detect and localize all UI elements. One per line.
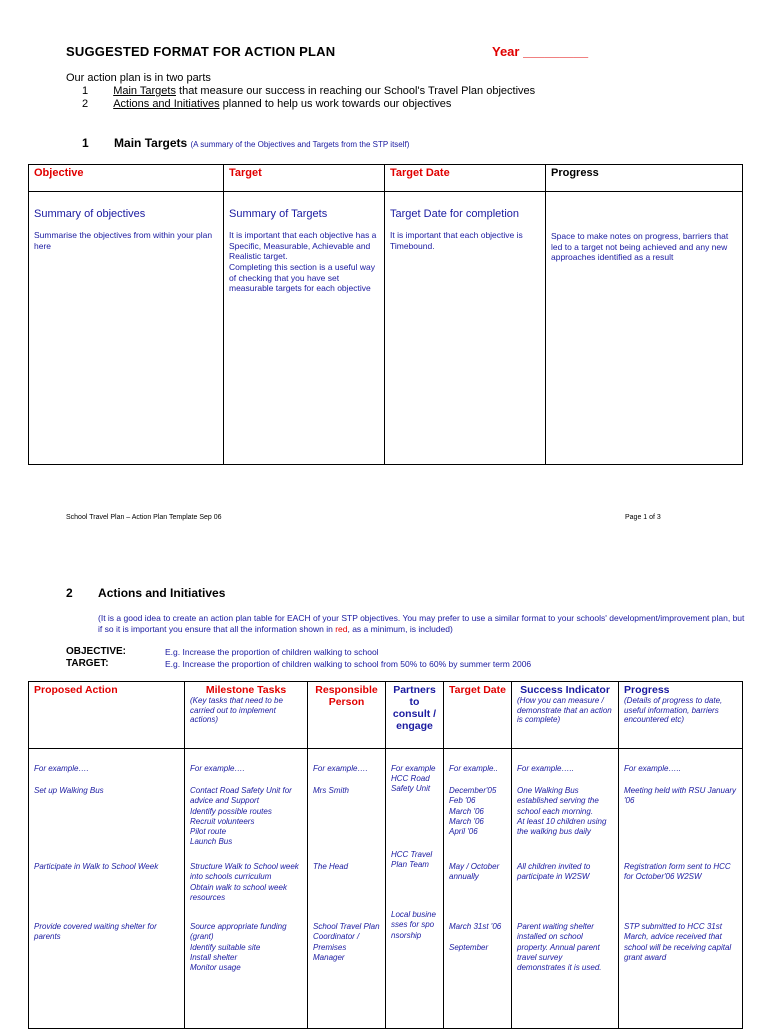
target-value: E.g. Increase the proportion of children walking to school from 50% to 60% by summer term 2006 [165, 659, 532, 669]
progress-cell [546, 192, 743, 465]
list-item: HCC Travel Plan Team [391, 850, 433, 870]
objective-value: E.g. Increase the proportion of children walking to school [165, 647, 379, 657]
list-item: For example [391, 764, 436, 773]
header-target-date [444, 682, 512, 749]
note-red-word: red [335, 624, 348, 635]
objective-label: OBJECTIVE: [66, 646, 127, 657]
section2-heading [66, 586, 225, 600]
header-success-indicator [512, 682, 619, 749]
actions-table [28, 681, 743, 1029]
page-title: SUGGESTED FORMAT FOR ACTION PLAN [66, 44, 336, 59]
section1-subtitle: (A summary of the Objectives and Targets from the STP itself) [190, 140, 410, 149]
list-item: For example…. [34, 764, 89, 773]
header-milestone-tasks [185, 682, 308, 749]
target-cell [224, 192, 385, 465]
section1-heading [82, 136, 409, 150]
header-progress: Progress [546, 165, 743, 192]
objective-cell [29, 192, 224, 465]
list-item: For example….. [517, 764, 574, 773]
list-item: Registration form sent to HCC for October'06 W2SW [624, 862, 731, 882]
list-item: Participate in Walk to School Week [34, 862, 159, 872]
objective-summary: Summary of objectives [34, 208, 146, 220]
header-target-date: Target Date [385, 165, 546, 192]
page-number: Page 1 of 3 [625, 514, 661, 521]
header-objective: Objective [29, 165, 224, 192]
objective-note: Summarise the objectives from within your plan here [34, 230, 213, 251]
list-item: HCC Road Safety Unit [391, 774, 431, 794]
list-item: Parent waiting shelter installed on school property. Annual parent travel survey demonstrates it is used. [517, 922, 602, 973]
col-proposed-action [29, 749, 185, 1029]
section1-number: 1 [82, 136, 89, 150]
table-row [29, 749, 743, 1029]
header-responsible-person [308, 682, 386, 749]
note-text: (It is a good idea to create an action plan table for EACH of your STP objectives. You may prefer to use a similar format to your schools' development/improvement plan, but if so it is important you ensure that all the information shown in [98, 613, 745, 635]
header-title: Partners to consult / engage [392, 684, 437, 732]
list-item: School Travel Plan Coordinator / Premises Manager [313, 922, 380, 962]
header-progress [619, 682, 743, 749]
list-item: All children invited to participate in W2SW [517, 862, 591, 882]
table-row [29, 192, 743, 465]
intro-item-link: Actions and Initiatives [113, 98, 220, 110]
target-date-note: It is important that each objective is Timebound. [390, 230, 523, 251]
intro-item-2 [82, 98, 451, 110]
target-label: TARGET: [66, 658, 109, 669]
list-item: For example….. [624, 764, 681, 773]
section1-title: Main Targets [114, 136, 188, 150]
year-field: Year _________ [492, 44, 589, 59]
intro-lead: Our action plan is in two parts [66, 72, 211, 84]
footer-left: School Travel Plan – Action Plan Template Sep 06 [66, 514, 222, 521]
intro-item-text: that measure our success in reaching our School's Travel Plan objectives [175, 85, 536, 97]
section2-number: 2 [66, 586, 73, 600]
list-item: Provide covered waiting shelter for parents [34, 922, 157, 942]
target-date-cell [385, 192, 546, 465]
list-item: Contact Road Safety Unit for advice and Support Identify possible routes Recruit volunteers Pilot route Launch Bus [190, 786, 292, 847]
intro-item-1 [82, 85, 535, 97]
list-item: Structure Walk to School week into schools curriculum Obtain walk to school week resources [190, 862, 299, 902]
section2-note [98, 613, 748, 636]
header-subtitle: (How you can measure / demonstrate that an action is complete) [517, 696, 612, 725]
list-item: Mrs Smith [313, 786, 349, 796]
list-item: Source appropriate funding (grant) Identify suitable site Install shelter Monitor usage [190, 922, 287, 973]
list-item: For example.. [449, 764, 498, 773]
progress-summary [551, 208, 737, 221]
section2-title: Actions and Initiatives [98, 586, 226, 600]
col-partners [386, 749, 444, 1029]
header-title: Proposed Action [34, 684, 118, 696]
table-header-row [29, 682, 743, 749]
target-note: It is important that each objective has a Specific, Measurable, Achievable and Realistic target. Completing this section is a useful way of checking that you have set measurable targets for each objective [229, 230, 377, 294]
list-item: For example…. [313, 764, 368, 773]
intro-item-num: 1 [82, 85, 89, 97]
target-summary: Summary of Targets [229, 208, 328, 220]
list-item: December'05 Feb '06 March '06 March '06 April '06 [449, 786, 497, 837]
col-progress [619, 749, 743, 1029]
col-success-indicator [512, 749, 619, 1029]
header-partners [386, 682, 444, 749]
header-proposed-action [29, 682, 185, 749]
col-responsible-person [308, 749, 386, 1029]
list-item: One Walking Bus established serving the school each morning. At least 10 children using the walking bus daily [517, 786, 607, 837]
table-header-row [29, 165, 743, 192]
header-title: Success Indicator [520, 684, 610, 696]
list-item: Meeting held with RSU January '06 [624, 786, 737, 806]
progress-note: Space to make notes on progress, barriers that led to a target not being achieved and any new approaches identified as a result [551, 231, 729, 263]
main-targets-table [28, 164, 743, 465]
list-item: March 31st '06 September [449, 922, 502, 952]
header-title: Target Date [449, 684, 506, 696]
note-text-end: , as a minimum, is included) [347, 624, 453, 635]
intro-item-link: Main Targets [113, 85, 176, 97]
col-target-date [444, 749, 512, 1029]
list-item: The Head [313, 862, 349, 872]
list-item: May / October annually [449, 862, 500, 882]
header-target: Target [224, 165, 385, 192]
header-subtitle: (Key tasks that need to be carried out to implement actions) [190, 696, 283, 725]
intro-item-text: planned to help us work towards our objectives [219, 98, 452, 110]
intro-item-num: 2 [82, 98, 89, 110]
list-item: Local businesses for sponsorship [391, 910, 436, 940]
list-item: Set up Walking Bus [34, 786, 104, 796]
header-title: Responsible Person [315, 684, 378, 708]
header-subtitle: (Details of progress to date, useful information, barriers encountered etc) [624, 696, 723, 725]
list-item: For example…. [190, 764, 245, 773]
header-title: Milestone Tasks [205, 684, 287, 696]
header-title: Progress [624, 684, 670, 696]
col-milestone-tasks [185, 749, 308, 1029]
list-item: STP submitted to HCC 31st March, advice received that school will be receiving capital grant award [624, 922, 732, 962]
target-date-summary: Target Date for completion [390, 208, 520, 220]
